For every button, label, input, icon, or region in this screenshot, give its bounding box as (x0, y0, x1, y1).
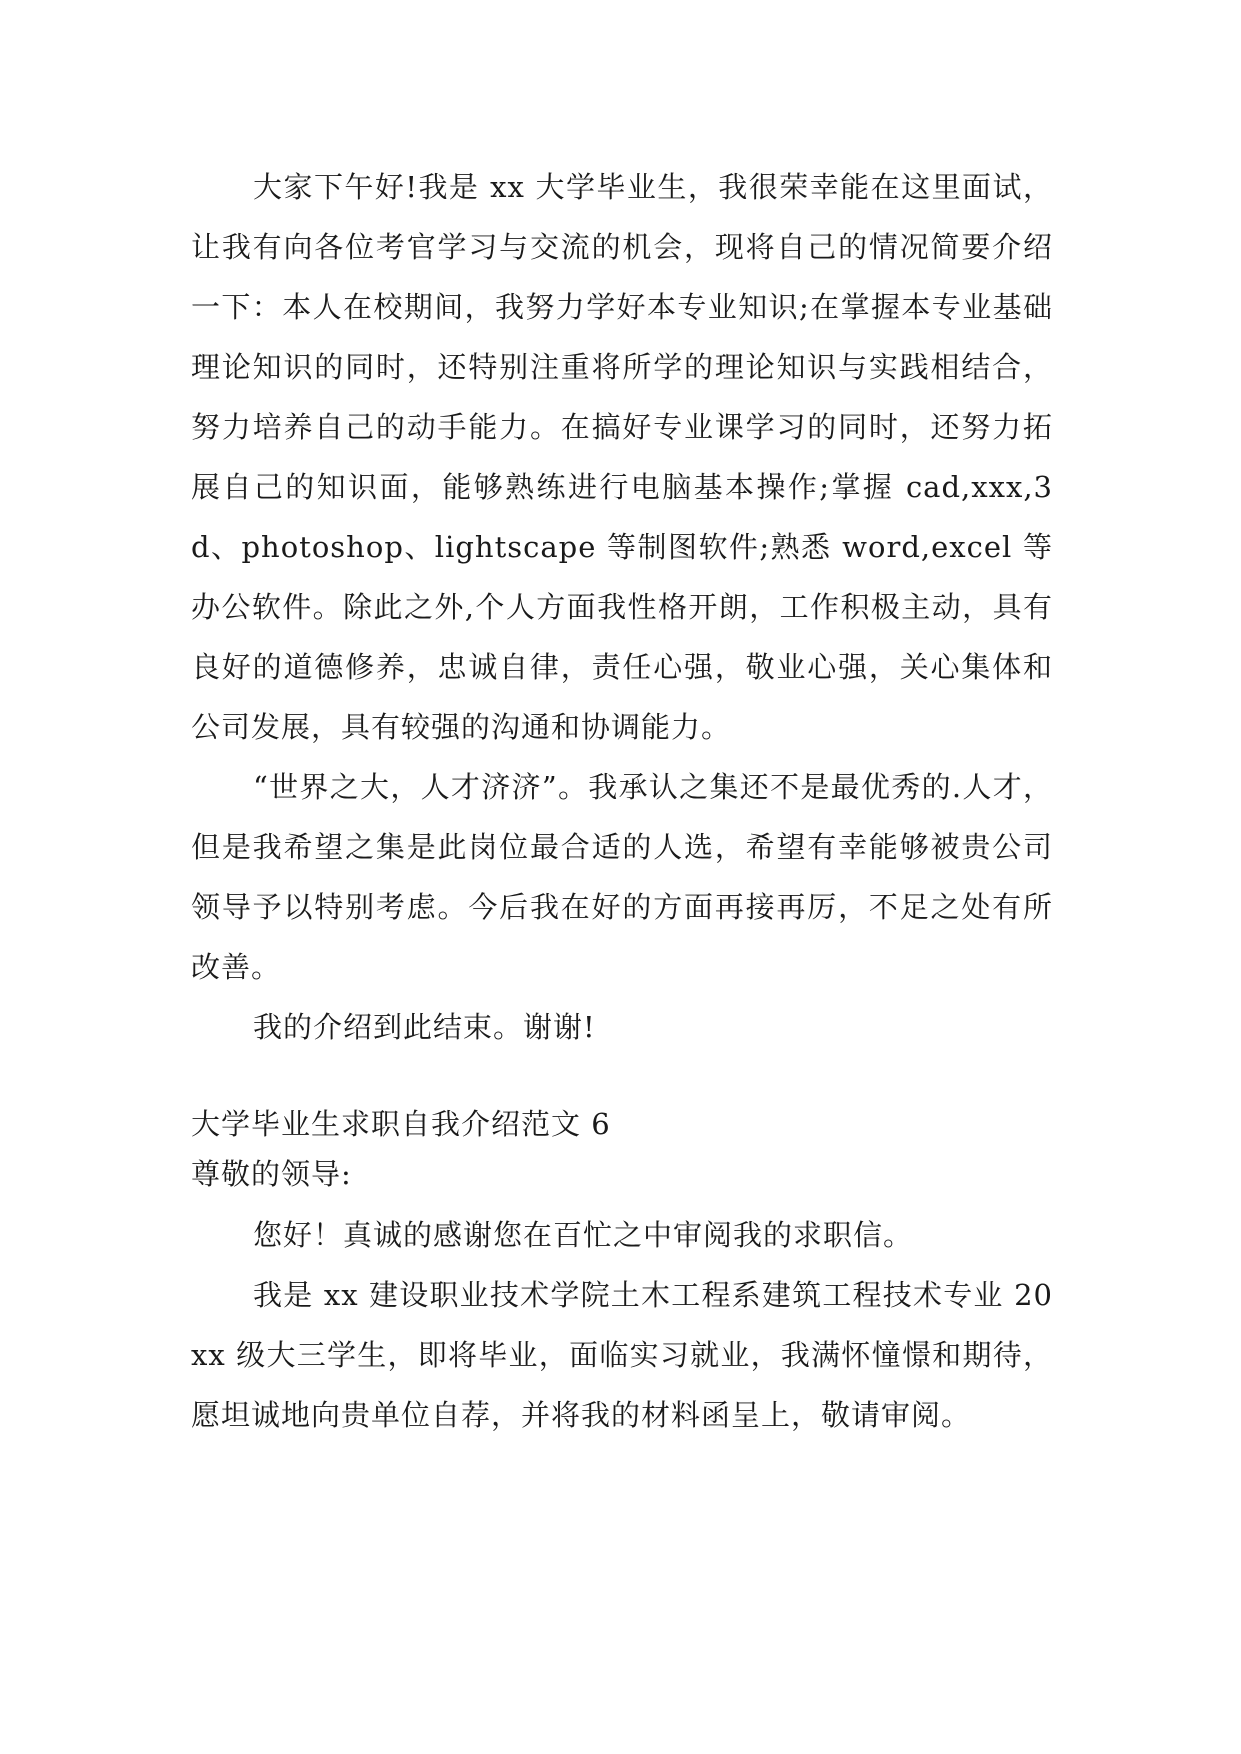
section-title: 大学毕业生求职自我介绍范文 6 (191, 1107, 611, 1141)
paragraph-talent: “世界之大，人才济济”。我承认之集还不是最优秀的.人才，但是我希望之集是此岗位最合适的人选，希望有幸能够被贵公司领导予以特别考虑。今后我在好的方面再接再厉，不足之处有所改善。 (191, 770, 1053, 984)
section-spacer (191, 1057, 1053, 1099)
letter-paragraph-greeting: 您好！真诚的感谢您在百忙之中审阅我的求职信。 (253, 1218, 914, 1252)
paragraph-closing: 我的介绍到此结束。谢谢! (253, 1010, 596, 1044)
salutation: 尊敬的领导: (191, 1157, 352, 1191)
letter-paragraph-self-recommend: 我是 xx 建设职业技术学院土木工程系建筑工程技术专业 20xx 级大三学生，即将毕业，面临实习就业，我满怀憧憬和期待，愿坦诚地向贵单位自荐，并将我的材料函呈上，敬请审阅。 (191, 1278, 1053, 1432)
document-page (191, 157, 1053, 1445)
paragraph-intro: 大家下午好!我是 xx 大学毕业生，我很荣幸能在这里面试，让我有向各位考官学习与交流的机会，现将自己的情况简要介绍一下：本人在校期间，我努力学好本专业知识;在掌握本专业基础理论知识的同时，还特别注重将所学的理论知识与实践相结合，努力培养自己的动手能力。在搞好专业课学习的同时，还努力拓展自己的知识面，能够熟练进行电脑基本操作;掌握 cad,xxx,3d、photoshop、lightscape 等制图软件;熟悉 word,excel 等办公软件。除此之外,个人方面我性格开朗，工作积极主动，具有良好的道德修养，忠诚自律，责任心强，敬业心强，关心集体和公司发展，具有较强的沟通和协调能力。 (191, 170, 1053, 744)
